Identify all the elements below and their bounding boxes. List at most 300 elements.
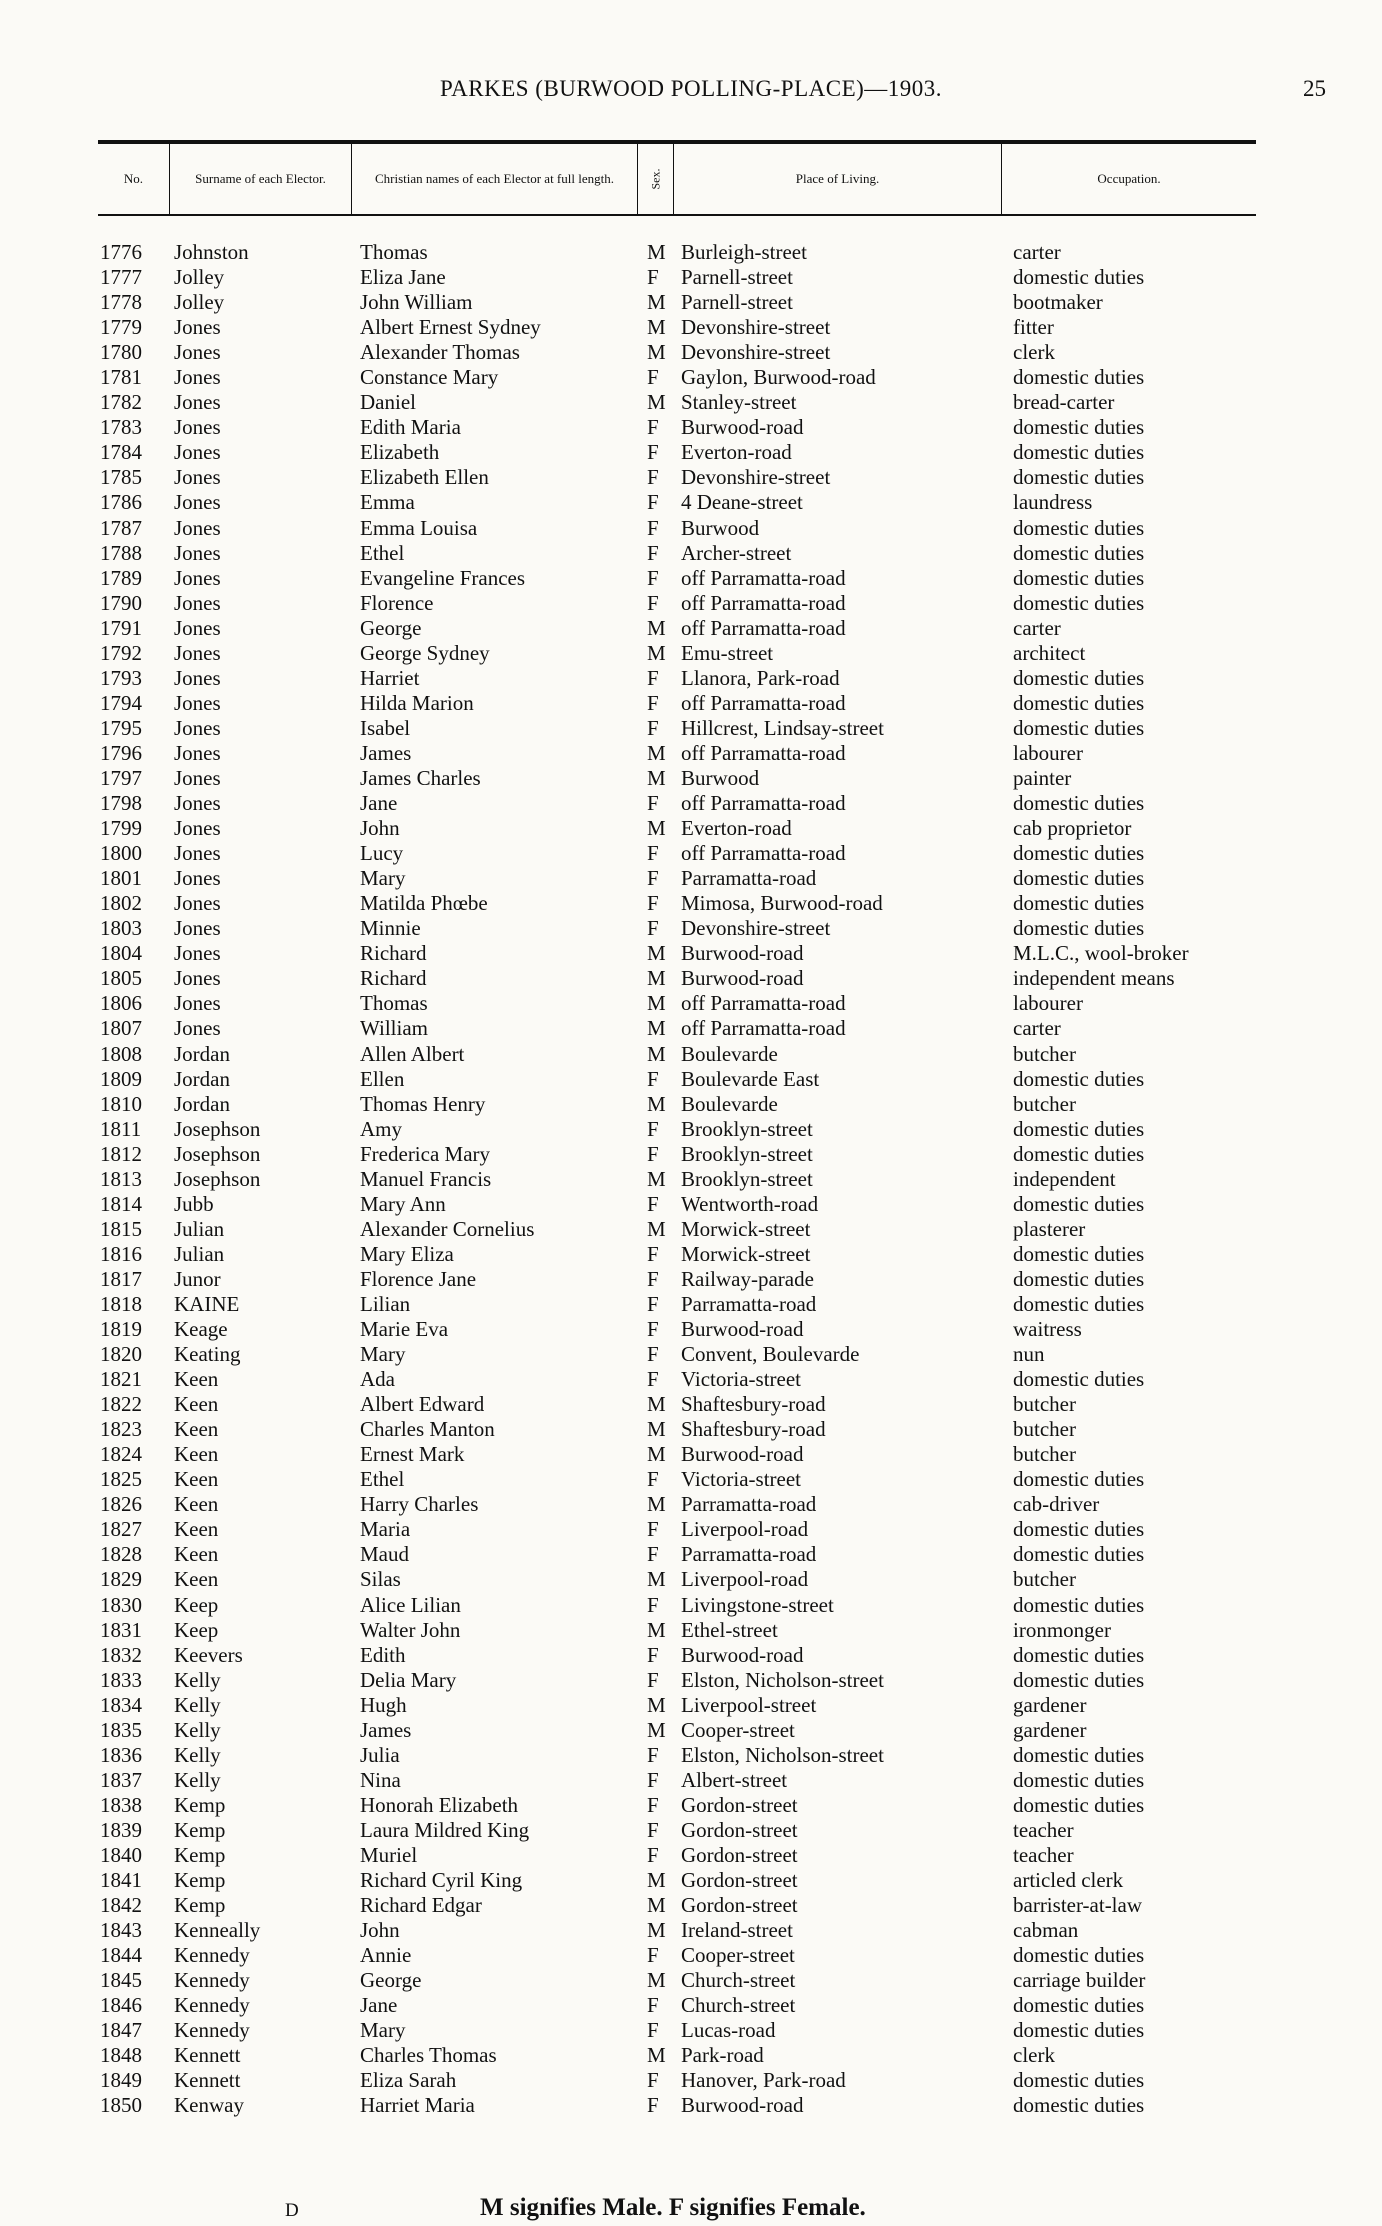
- sex: F: [647, 1191, 659, 1216]
- table-row: [0, 1793, 1382, 1818]
- christian-names: Mary: [360, 866, 406, 891]
- christian-names: Honorah Elizabeth: [360, 1792, 519, 1817]
- table-row: [0, 791, 1382, 816]
- christian-names: Mary: [360, 2018, 406, 2043]
- occupation: carter: [1013, 615, 1061, 640]
- occupation: butcher: [1013, 1091, 1076, 1116]
- sex: F: [647, 1266, 659, 1291]
- elector-number: 1812: [100, 1141, 142, 1166]
- place-of-living: off Parramatta-road: [681, 841, 846, 866]
- elector-number: 1799: [100, 816, 142, 841]
- christian-names: Mary Eliza: [360, 1241, 454, 1266]
- elector-number: 1787: [100, 515, 142, 540]
- place-of-living: Gordon-street: [681, 1868, 798, 1893]
- surname: Jubb: [174, 1191, 214, 1216]
- place-of-living: Devonshire-street: [681, 916, 831, 941]
- table-row: [0, 1593, 1382, 1618]
- signature-letter: D: [285, 2200, 299, 2221]
- christian-names: Delia Mary: [360, 1667, 457, 1692]
- table-row: [0, 1267, 1382, 1292]
- table-row: [0, 1242, 1382, 1267]
- surname: Jones: [174, 365, 221, 390]
- sex: F: [647, 1342, 659, 1367]
- table-row: [0, 365, 1382, 390]
- christian-names: Julia: [360, 1742, 400, 1767]
- sex: F: [647, 490, 659, 515]
- table-row: [0, 1217, 1382, 1242]
- elector-number: 1779: [100, 315, 142, 340]
- christian-names: Muriel: [360, 1843, 418, 1867]
- elector-number: 1818: [100, 1291, 142, 1316]
- sex: M: [647, 1567, 666, 1592]
- place-of-living: Park-road: [681, 2043, 764, 2068]
- sex: M: [647, 1392, 666, 1417]
- elector-number: 1781: [100, 365, 142, 390]
- sex: M: [647, 1016, 666, 1041]
- place-of-living: Boulevarde: [681, 1091, 778, 1116]
- surname: Keen: [174, 1542, 219, 1567]
- christian-names: Edith: [360, 1642, 406, 1667]
- surname: Josephson: [174, 1166, 261, 1191]
- occupation: domestic duties: [1013, 2068, 1145, 2093]
- surname: Jones: [174, 615, 221, 640]
- occupation: laundress: [1013, 490, 1093, 515]
- christian-names: James Charles: [360, 765, 481, 790]
- header-occupation: Occupation.: [1097, 171, 1161, 186]
- christian-names: Hugh: [360, 1692, 407, 1717]
- place-of-living: Ireland-street: [681, 1918, 793, 1943]
- surname: Jones: [174, 866, 221, 891]
- occupation: domestic duties: [1013, 1291, 1145, 1316]
- christian-names: Elizabeth: [360, 440, 440, 465]
- place-of-living: Shaftesbury-road: [681, 1417, 826, 1442]
- sex: M: [647, 390, 666, 415]
- sex: M: [647, 1417, 666, 1442]
- christian-names: Walter John: [360, 1617, 461, 1642]
- surname: Jolley: [174, 265, 225, 290]
- surname: Keen: [174, 1467, 219, 1492]
- surname: Josephson: [174, 1116, 261, 1141]
- occupation: domestic duties: [1013, 1141, 1145, 1166]
- table-row: [0, 1868, 1382, 1893]
- christian-names: Richard: [360, 941, 427, 966]
- elector-number: 1850: [100, 2093, 142, 2118]
- elector-number: 1832: [100, 1642, 142, 1667]
- occupation: domestic duties: [1013, 1066, 1145, 1091]
- occupation: domestic duties: [1013, 1792, 1145, 1817]
- surname: Jones: [174, 765, 221, 790]
- sex: F: [647, 1592, 659, 1617]
- table-row: [0, 766, 1382, 791]
- occupation: domestic duties: [1013, 891, 1145, 916]
- elector-number: 1804: [100, 941, 142, 966]
- occupation: teacher: [1013, 1817, 1074, 1842]
- sex: F: [647, 2093, 659, 2118]
- christian-names: John: [360, 1918, 400, 1943]
- christian-names: James: [360, 740, 412, 765]
- surname: Keating: [174, 1342, 241, 1367]
- elector-number: 1840: [100, 1843, 142, 1867]
- table-row: [0, 415, 1382, 440]
- surname: Keep: [174, 1592, 219, 1617]
- elector-number: 1838: [100, 1792, 142, 1817]
- sex: F: [647, 841, 659, 866]
- surname: Jones: [174, 740, 221, 765]
- sex: M: [647, 240, 666, 264]
- surname: Kenway: [174, 2093, 244, 2118]
- occupation: bootmaker: [1013, 290, 1103, 315]
- elector-number: 1793: [100, 665, 142, 690]
- elector-number: 1819: [100, 1317, 142, 1342]
- surname: Julian: [174, 1241, 225, 1266]
- sex: M: [647, 1968, 666, 1993]
- elector-number: 1831: [100, 1617, 142, 1642]
- header-place: Place of Living.: [674, 144, 1002, 214]
- table-row: [0, 2068, 1382, 2093]
- place-of-living: Stanley-street: [681, 390, 797, 415]
- sex: F: [647, 265, 659, 290]
- elector-number: 1847: [100, 2018, 142, 2043]
- surname: Jones: [174, 690, 221, 715]
- elector-number: 1815: [100, 1216, 142, 1241]
- sex: M: [647, 1918, 666, 1943]
- surname: Jones: [174, 590, 221, 615]
- sex: F: [647, 2018, 659, 2043]
- table-row: [0, 541, 1382, 566]
- table-row: [0, 1016, 1382, 1041]
- table-row: [0, 841, 1382, 866]
- surname: Keen: [174, 1492, 219, 1517]
- christian-names: Emma Louisa: [360, 515, 478, 540]
- table-row: [0, 1092, 1382, 1117]
- sex: F: [647, 1467, 659, 1492]
- christian-names: Lucy: [360, 841, 404, 866]
- elector-number: 1837: [100, 1767, 142, 1792]
- place-of-living: Burwood: [681, 515, 760, 540]
- elector-number: 1806: [100, 991, 142, 1016]
- christian-names: Alexander Cornelius: [360, 1216, 535, 1241]
- place-of-living: Lucas-road: [681, 2018, 776, 2043]
- christian-names: Manuel Francis: [360, 1166, 492, 1191]
- table-row: [0, 290, 1382, 315]
- sex: M: [647, 765, 666, 790]
- table-row: [0, 591, 1382, 616]
- sex: M: [647, 1692, 666, 1717]
- place-of-living: Cooper-street: [681, 1943, 795, 1968]
- table-row: [0, 641, 1382, 666]
- elector-number: 1810: [100, 1091, 142, 1116]
- occupation: barrister-at-law: [1013, 1893, 1143, 1918]
- elector-number: 1791: [100, 615, 142, 640]
- table-row: [0, 2018, 1382, 2043]
- sex: F: [647, 565, 659, 590]
- occupation: architect: [1013, 640, 1086, 665]
- sex: F: [647, 791, 659, 816]
- occupation: domestic duties: [1013, 866, 1145, 891]
- christian-names: Florence: [360, 590, 434, 615]
- surname: Jones: [174, 640, 221, 665]
- elector-number: 1778: [100, 290, 142, 315]
- page-title: PARKES (BURWOOD POLLING-PLACE)—1903.: [439, 76, 943, 101]
- elector-number: 1795: [100, 715, 142, 740]
- place-of-living: 4 Deane-street: [681, 490, 803, 515]
- table-row: [0, 465, 1382, 490]
- sex: M: [647, 640, 666, 665]
- place-of-living: Burwood-road: [681, 966, 804, 991]
- christian-names: Thomas: [360, 991, 428, 1016]
- surname: Kennett: [174, 2043, 241, 2068]
- sex: F: [647, 1317, 659, 1342]
- sex: F: [647, 1993, 659, 2018]
- occupation: domestic duties: [1013, 1993, 1145, 2018]
- elector-number: 1802: [100, 891, 142, 916]
- table-row: [0, 1492, 1382, 1517]
- elector-number: 1796: [100, 740, 142, 765]
- elector-number: 1822: [100, 1392, 142, 1417]
- christian-names: Ellen: [360, 1066, 405, 1091]
- place-of-living: Devonshire-street: [681, 315, 831, 340]
- surname: Kenneally: [174, 1918, 261, 1943]
- sex-legend: M signifies Male. F signifies Female.: [480, 2194, 866, 2221]
- elector-number: 1786: [100, 490, 142, 515]
- sex: F: [647, 590, 659, 615]
- place-of-living: Everton-road: [681, 440, 792, 465]
- surname: Kennett: [174, 2068, 241, 2093]
- sex: M: [647, 1492, 666, 1517]
- sex: M: [647, 340, 666, 365]
- place-of-living: Victoria-street: [681, 1467, 802, 1492]
- occupation: M.L.C., wool-broker: [1013, 941, 1189, 966]
- place-of-living: Burwood-road: [681, 1317, 804, 1342]
- occupation: painter: [1013, 765, 1072, 790]
- table-row: [0, 1668, 1382, 1693]
- christian-names: Thomas: [360, 240, 428, 264]
- occupation: nun: [1013, 1342, 1045, 1367]
- place-of-living: off Parramatta-road: [681, 740, 846, 765]
- elector-number: 1845: [100, 1968, 142, 1993]
- sex: F: [647, 1066, 659, 1091]
- sex: M: [647, 966, 666, 991]
- place-of-living: Mimosa, Burwood-road: [681, 891, 883, 916]
- sex: F: [647, 866, 659, 891]
- table-row: [0, 816, 1382, 841]
- surname: Kemp: [174, 1817, 226, 1842]
- table-row: [0, 1467, 1382, 1492]
- sex: M: [647, 1617, 666, 1642]
- surname: Keen: [174, 1567, 219, 1592]
- christian-names: Lilian: [360, 1291, 411, 1316]
- elector-number: 1813: [100, 1166, 142, 1191]
- elector-number: 1805: [100, 966, 142, 991]
- christian-names: Eliza Sarah: [360, 2068, 457, 2093]
- table-row: [0, 1292, 1382, 1317]
- place-of-living: Brooklyn-street: [681, 1116, 813, 1141]
- place-of-living: off Parramatta-road: [681, 991, 846, 1016]
- occupation: domestic duties: [1013, 365, 1145, 390]
- place-of-living: Liverpool-street: [681, 1692, 817, 1717]
- christian-names: George: [360, 615, 422, 640]
- header-sex: [638, 144, 674, 214]
- christian-names: Isabel: [360, 715, 411, 740]
- occupation: fitter: [1013, 315, 1054, 340]
- sex: M: [647, 315, 666, 340]
- occupation: plasterer: [1013, 1216, 1086, 1241]
- christian-names: Evangeline Frances: [360, 565, 526, 590]
- surname: Keevers: [174, 1642, 243, 1667]
- table-row: [0, 1392, 1382, 1417]
- table-row: [0, 1743, 1382, 1768]
- elector-number: 1783: [100, 415, 142, 440]
- sex: F: [647, 1542, 659, 1567]
- occupation: cab proprietor: [1013, 816, 1132, 841]
- elector-number: 1843: [100, 1918, 142, 1943]
- sex: M: [647, 1091, 666, 1116]
- surname: Jordan: [174, 1041, 230, 1066]
- sex: F: [647, 1792, 659, 1817]
- table-row: [0, 566, 1382, 591]
- occupation: domestic duties: [1013, 715, 1145, 740]
- surname: Junor: [174, 1266, 221, 1291]
- elector-number: 1820: [100, 1342, 142, 1367]
- surname: Jones: [174, 390, 221, 415]
- christian-names: Allen Albert: [360, 1041, 465, 1066]
- place-of-living: off Parramatta-road: [681, 791, 846, 816]
- occupation: gardener: [1013, 1717, 1087, 1742]
- surname: Kennedy: [174, 1968, 250, 1993]
- occupation: domestic duties: [1013, 465, 1145, 490]
- christian-names: Charles Manton: [360, 1417, 495, 1442]
- elector-number: 1817: [100, 1266, 142, 1291]
- christian-names: Alexander Thomas: [360, 340, 520, 365]
- place-of-living: Wentworth-road: [681, 1191, 819, 1216]
- place-of-living: Burwood-road: [681, 1642, 804, 1667]
- sex: F: [647, 916, 659, 941]
- occupation: domestic duties: [1013, 1667, 1145, 1692]
- elector-table-body: [0, 240, 1382, 2119]
- surname: Jones: [174, 991, 221, 1016]
- elector-number: 1776: [100, 240, 142, 264]
- table-row: [0, 1067, 1382, 1092]
- occupation: carter: [1013, 1016, 1061, 1041]
- occupation: teacher: [1013, 1843, 1074, 1867]
- elector-number: 1782: [100, 390, 142, 415]
- occupation: butcher: [1013, 1392, 1076, 1417]
- occupation: domestic duties: [1013, 1367, 1145, 1392]
- occupation: carter: [1013, 240, 1061, 264]
- occupation: articled clerk: [1013, 1868, 1124, 1893]
- sex: F: [647, 891, 659, 916]
- occupation: domestic duties: [1013, 1542, 1145, 1567]
- elector-number: 1780: [100, 340, 142, 365]
- surname: Jones: [174, 816, 221, 841]
- occupation: gardener: [1013, 1692, 1087, 1717]
- christian-names: Ethel: [360, 540, 405, 565]
- christian-names: Richard Edgar: [360, 1893, 482, 1918]
- surname: Kemp: [174, 1843, 226, 1867]
- occupation: butcher: [1013, 1567, 1076, 1592]
- sex: F: [647, 1667, 659, 1692]
- surname: Jones: [174, 941, 221, 966]
- sex: F: [647, 465, 659, 490]
- sex: M: [647, 1717, 666, 1742]
- place-of-living: Livingstone-street: [681, 1592, 834, 1617]
- occupation: domestic duties: [1013, 1467, 1145, 1492]
- table-row: [0, 490, 1382, 515]
- occupation: domestic duties: [1013, 1517, 1145, 1542]
- occupation: domestic duties: [1013, 1742, 1145, 1767]
- place-of-living: Burleigh-street: [681, 240, 807, 264]
- surname: Kennedy: [174, 1943, 250, 1968]
- occupation: domestic duties: [1013, 916, 1145, 941]
- christian-names: Maria: [360, 1517, 411, 1542]
- header-no: No.: [98, 144, 170, 214]
- surname: Jones: [174, 841, 221, 866]
- sex: F: [647, 440, 659, 465]
- occupation: clerk: [1013, 2043, 1055, 2068]
- sex: F: [647, 690, 659, 715]
- table-row: [0, 390, 1382, 415]
- occupation: domestic duties: [1013, 1767, 1145, 1792]
- surname: Jolley: [174, 290, 225, 315]
- place-of-living: off Parramatta-road: [681, 615, 846, 640]
- christian-names: Frederica Mary: [360, 1141, 491, 1166]
- place-of-living: Devonshire-street: [681, 465, 831, 490]
- table-row: [0, 941, 1382, 966]
- place-of-living: Burwood: [681, 765, 760, 790]
- place-of-living: Morwick-street: [681, 1216, 811, 1241]
- surname: Kennedy: [174, 2018, 250, 2043]
- place-of-living: Devonshire-street: [681, 340, 831, 365]
- christian-names: Jane: [360, 791, 398, 816]
- place-of-living: Gordon-street: [681, 1893, 798, 1918]
- surname: KAINE: [174, 1291, 240, 1316]
- christian-names: Laura Mildred King: [360, 1817, 530, 1842]
- surname: Jordan: [174, 1091, 230, 1116]
- occupation: labourer: [1013, 991, 1083, 1016]
- elector-number: 1823: [100, 1417, 142, 1442]
- elector-number: 1844: [100, 1943, 142, 1968]
- surname: Keen: [174, 1367, 219, 1392]
- elector-number: 1826: [100, 1492, 142, 1517]
- place-of-living: Emu-street: [681, 640, 774, 665]
- christian-names: Thomas Henry: [360, 1091, 486, 1116]
- christian-names: Eliza Jane: [360, 265, 446, 290]
- table-row: [0, 1117, 1382, 1142]
- table-row: [0, 891, 1382, 916]
- christian-names: Annie: [360, 1943, 412, 1968]
- table-row: [0, 516, 1382, 541]
- elector-number: 1807: [100, 1016, 142, 1041]
- place-of-living: Elston, Nicholson-street: [681, 1742, 884, 1767]
- sex: M: [647, 290, 666, 315]
- elector-number: 1849: [100, 2068, 142, 2093]
- sex: M: [647, 816, 666, 841]
- surname: Julian: [174, 1216, 225, 1241]
- sex: F: [647, 1742, 659, 1767]
- sex: M: [647, 1442, 666, 1467]
- christian-names: Elizabeth Ellen: [360, 465, 489, 490]
- table-row: [0, 666, 1382, 691]
- sex: F: [647, 1141, 659, 1166]
- place-of-living: Archer-street: [681, 540, 792, 565]
- table-row: [0, 691, 1382, 716]
- place-of-living: Burwood-road: [681, 2093, 804, 2118]
- sex: F: [647, 540, 659, 565]
- occupation: domestic duties: [1013, 515, 1145, 540]
- surname: Jordan: [174, 1066, 230, 1091]
- occupation: domestic duties: [1013, 791, 1145, 816]
- place-of-living: Brooklyn-street: [681, 1141, 813, 1166]
